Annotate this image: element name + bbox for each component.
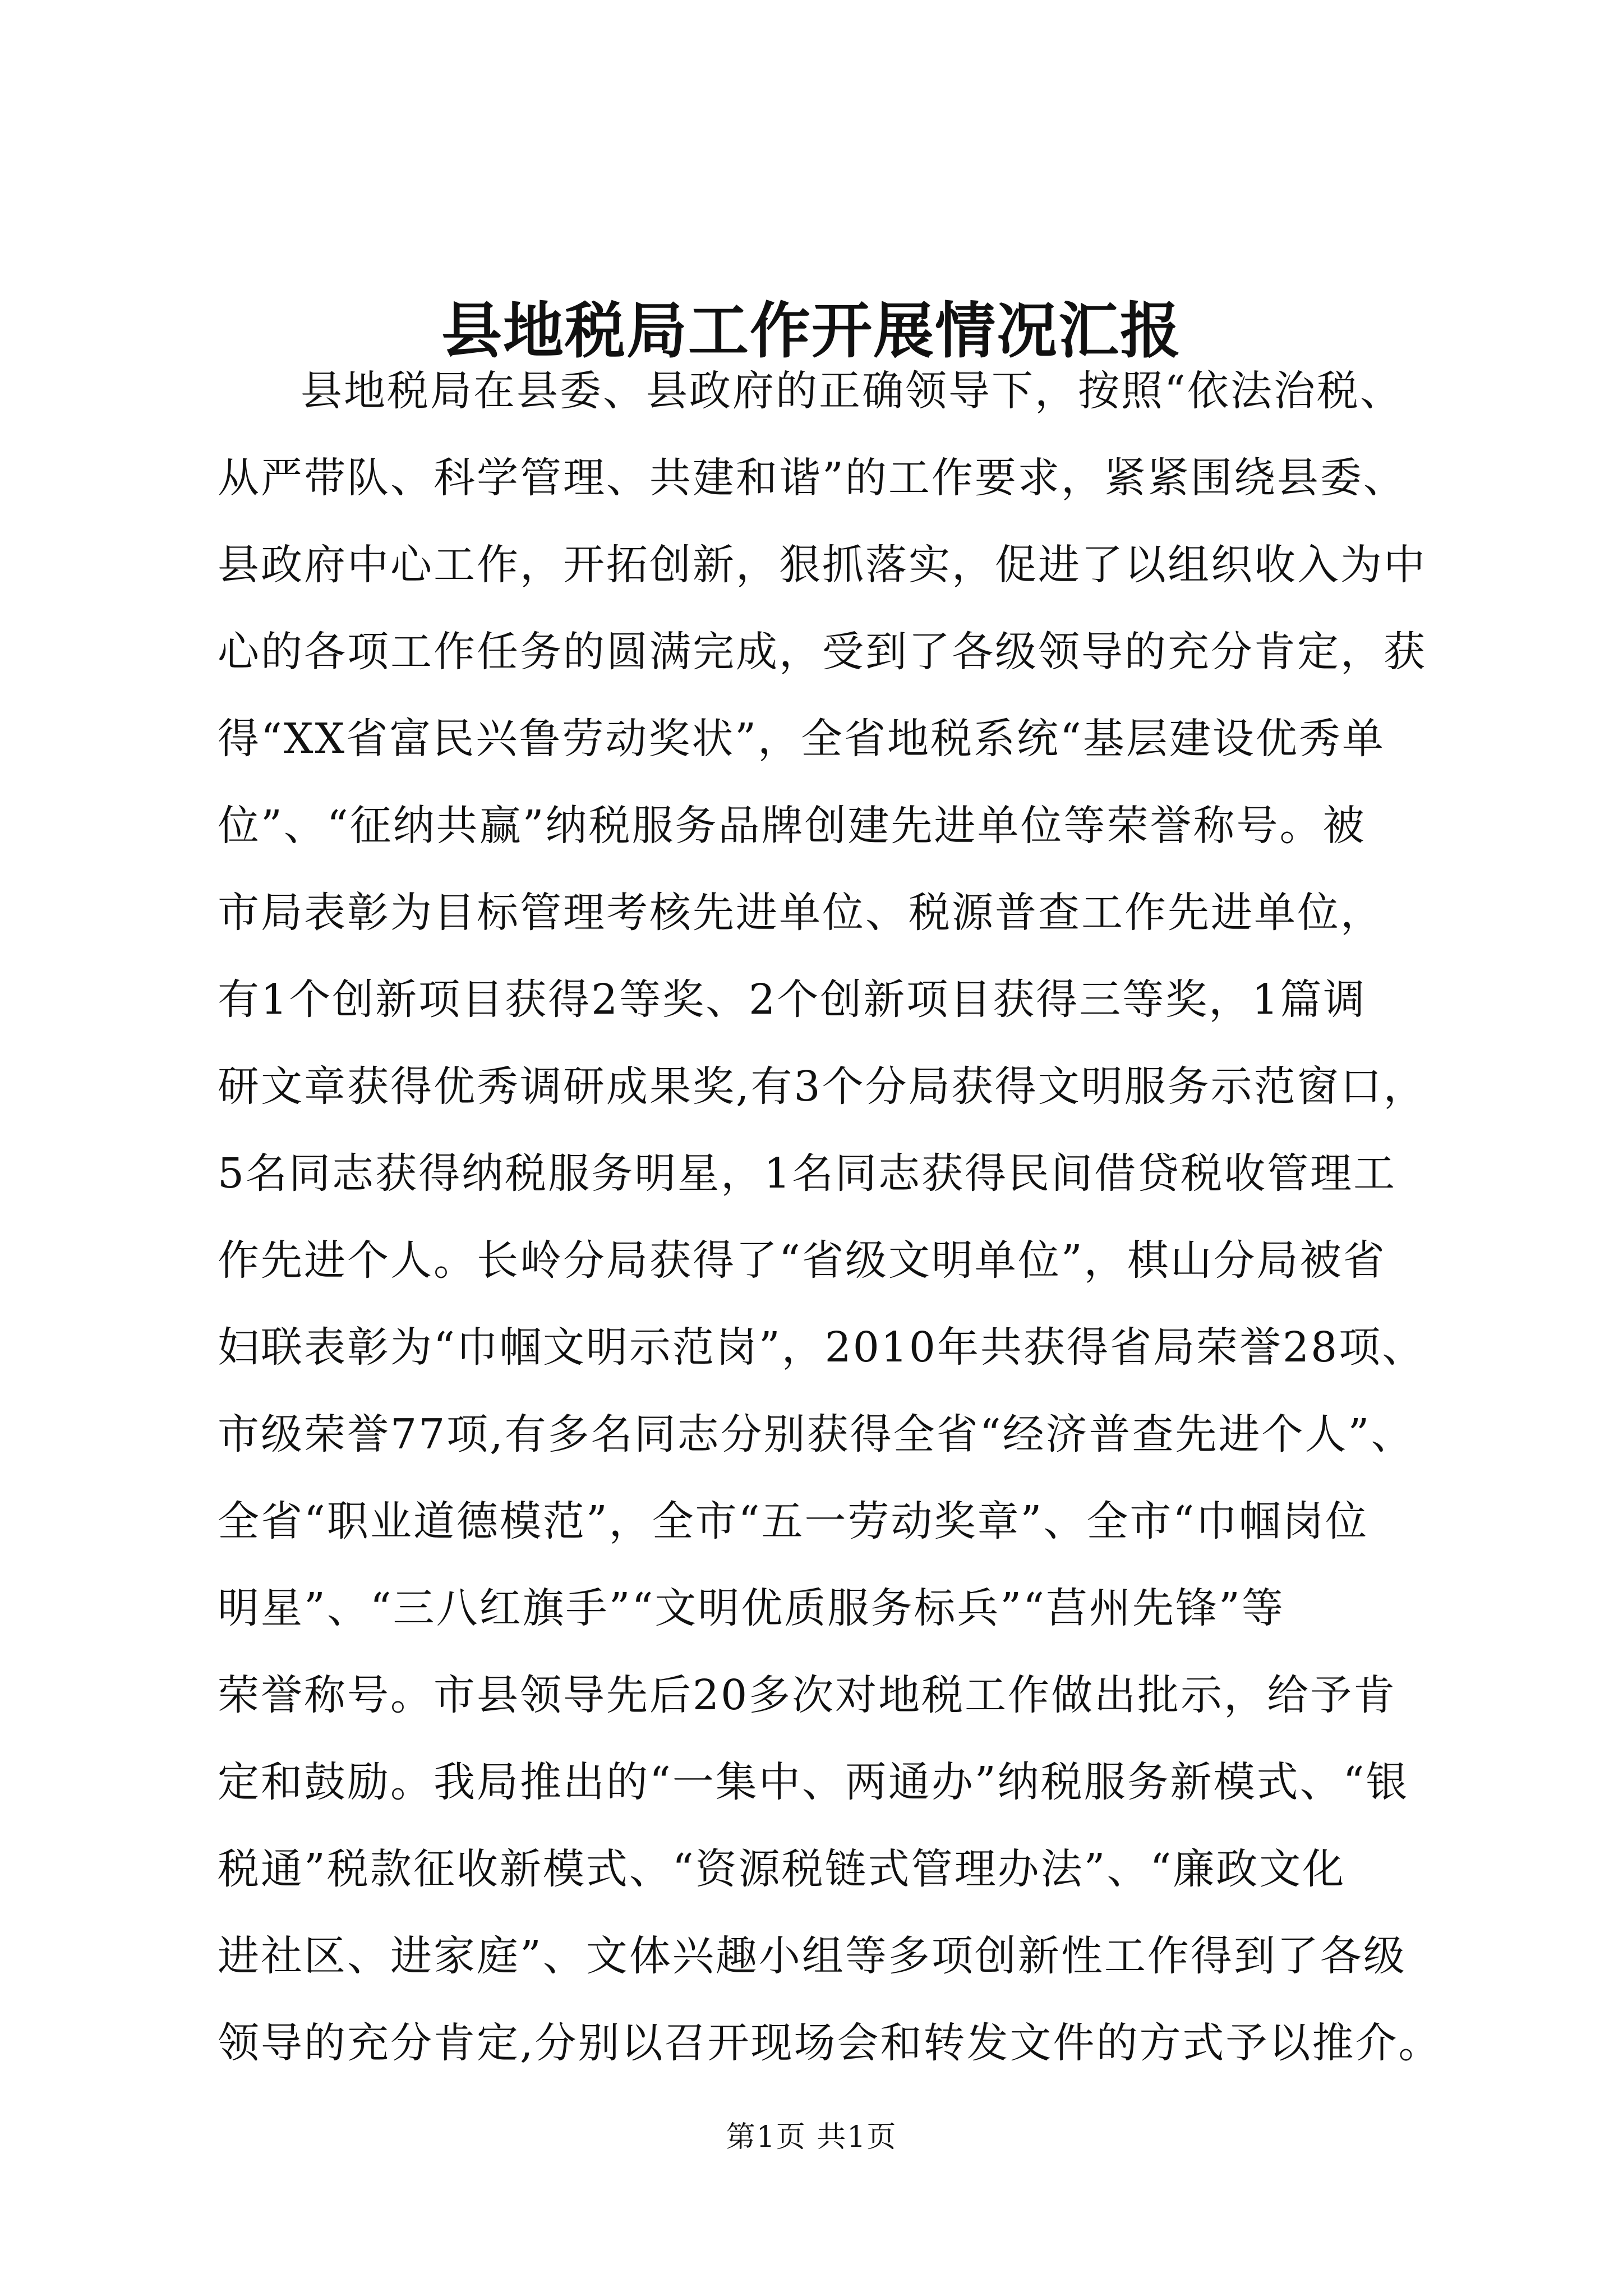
body-line: 位”、“征纳共赢”纳税服务品牌创建先进单位等荣誉称号。被 (218, 802, 1366, 850)
body-line: 心的各项工作任务的圆满完成，受到了各级领导的充分肯定，获 (218, 628, 1427, 676)
body-line: 妇联表彰为“巾帼文明示范岗”，2010年共获得省局荣誉28项、 (218, 1323, 1426, 1372)
body-line: 进社区、进家庭”、文体兴趣小组等多项创新性工作得到了各级 (218, 1932, 1407, 1980)
page-footer: 第1页 共1页 (726, 2120, 897, 2154)
body-line: 全省“职业道德模范”，全市“五一劳动奖章”、全市“巾帼岗位 (218, 1497, 1369, 1545)
document-title: 县地税局工作开展情况汇报 (441, 296, 1182, 366)
body-line: 有1个创新项目获得2等奖、2个创新项目获得三等奖，1篇调 (218, 976, 1367, 1024)
body-line: 市级荣誉77项,有多名同志分别获得全省“经济普查先进个人”、 (218, 1410, 1414, 1458)
body-line: 市局表彰为目标管理考核先进单位、税源普查工作先进单位， (218, 889, 1384, 937)
body-line: 5名同志获得纳税服务明星，1名同志获得民间借贷税收管理工 (218, 1149, 1397, 1198)
body-line: 税通”税款征收新模式、“资源税链式管理办法”、“廉政文化 (218, 1845, 1346, 1893)
body-line: 得“XX省富民兴鲁劳动奖状”，全省地税系统“基层建设优秀单 (218, 715, 1385, 763)
body-line: 县政府中心工作，开拓创新，狠抓落实，促进了以组织收入为中 (218, 541, 1427, 589)
body-line: 县地税局在县委、县政府的正确领导下，按照“依法治税、 (301, 367, 1403, 415)
body-line: 作先进个人。长岭分局获得了“省级文明单位”，棋山分局被省 (218, 1236, 1386, 1285)
body-line: 从严带队、科学管理、共建和谐”的工作要求，紧紧围绕县委、 (218, 454, 1407, 502)
body-line: 领导的充分肯定,分别以召开现场会和转发文件的方式予以推介。 (218, 2019, 1442, 2067)
body-line: 研文章获得优秀调研成果奖,有3个分局获得文明服务示范窗口， (218, 1062, 1427, 1111)
body-line: 定和鼓励。我局推出的“一集中、两通办”纳税服务新模式、“银 (218, 1758, 1409, 1806)
body-line: 荣誉称号。市县领导先后20多次对地税工作做出批示，给予肯 (218, 1671, 1397, 1719)
body-line: 明星”、“三八红旗手”“文明优质服务标兵”“莒州先锋”等 (218, 1584, 1285, 1632)
document-body (218, 348, 1485, 2087)
